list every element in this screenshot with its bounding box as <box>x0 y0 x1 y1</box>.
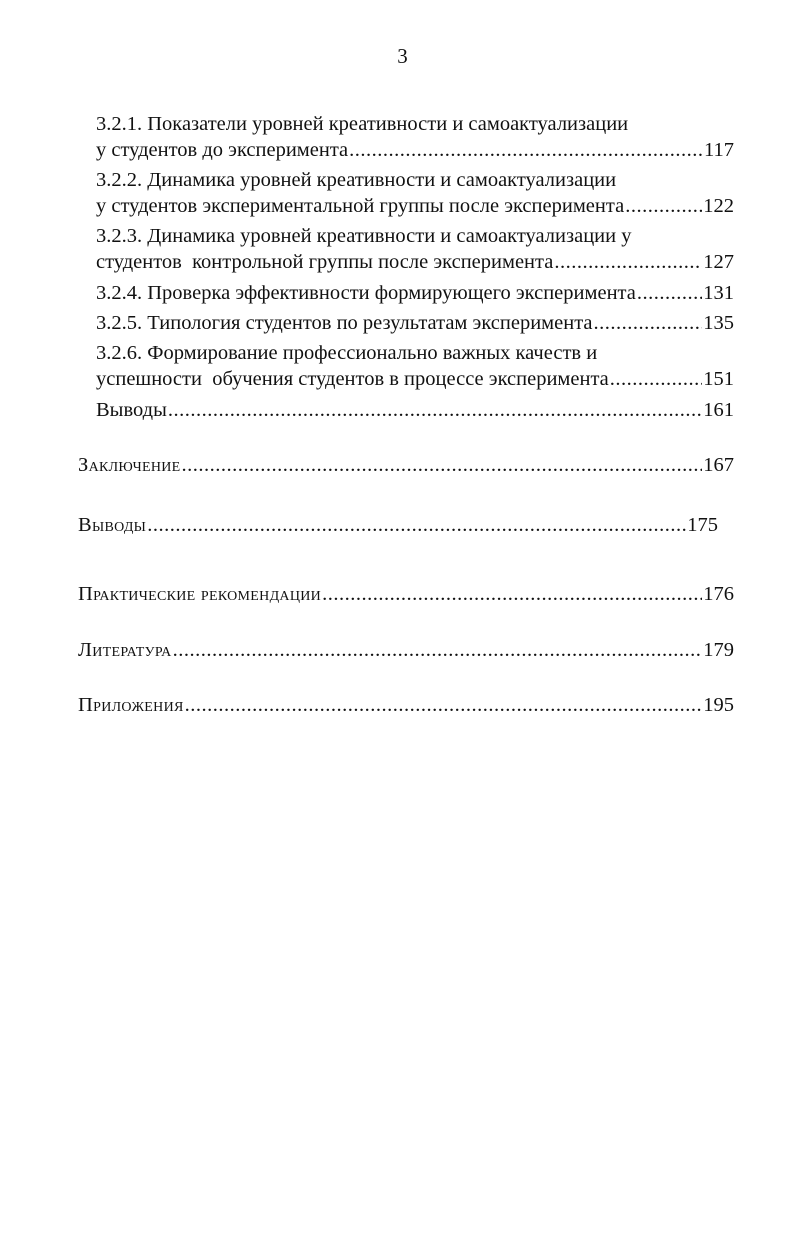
toc-entry-text: студентов контрольной группы после эксперимента <box>96 251 554 273</box>
toc-entry-section-conclusions[interactable] <box>96 397 734 423</box>
toc-chapter-findings[interactable] <box>78 512 718 538</box>
toc-chapter-recommendations[interactable] <box>78 581 734 607</box>
toc-entry-3-2-1-line1: 3.2.1. Показатели уровней креативности и самоактуализации <box>96 113 629 135</box>
toc-page-number: 167 <box>703 454 734 476</box>
toc-entry-text: 3.2.4. Проверка эффективности формирующего эксперимента <box>96 282 636 304</box>
toc-entry-3-2-6[interactable] <box>96 366 734 392</box>
dot-leader <box>173 637 703 663</box>
toc-page-number: 179 <box>703 639 734 661</box>
toc-entry-3-2-6-line1: 3.2.6. Формирование профессионально важных качеств и <box>96 342 598 364</box>
toc-page-number: 151 <box>703 368 734 390</box>
page-number: 3 <box>397 44 408 68</box>
dot-leader <box>182 452 703 478</box>
dot-leader <box>594 310 703 336</box>
dot-leader <box>168 397 702 423</box>
toc-page-number: 122 <box>703 195 734 217</box>
toc-chapter-title: Заключение <box>78 454 181 476</box>
toc-page-number: 176 <box>703 583 734 605</box>
toc-entry-3-2-4[interactable] <box>96 280 734 306</box>
dot-leader <box>554 249 702 275</box>
toc-entry-text: у студентов до эксперимента <box>96 139 349 161</box>
toc-entry-3-2-5[interactable] <box>96 310 734 336</box>
toc-entry-3-2-2[interactable] <box>96 193 734 219</box>
dot-leader <box>349 137 703 163</box>
toc-page-number: 131 <box>703 282 734 304</box>
toc-chapter-literature[interactable] <box>78 637 734 663</box>
toc-entry-text: 3.2.5. Типология студентов по результатам эксперимента <box>96 312 593 334</box>
toc-entry-3-2-3-line1: 3.2.3. Динамика уровней креативности и самоактуализации у <box>96 225 632 247</box>
toc-entry-3-2-2-line1: 3.2.2. Динамика уровней креативности и самоактуализации <box>96 169 617 191</box>
toc-chapter-title: Выводы <box>78 514 147 536</box>
toc-chapter-conclusion[interactable] <box>78 452 734 478</box>
toc-chapter-title: Практические рекомендации <box>78 583 322 605</box>
toc-chapter-title: Литература <box>78 639 172 661</box>
dot-leader <box>147 512 686 538</box>
toc-page-number: 135 <box>703 312 734 334</box>
toc-entry-3-2-1[interactable] <box>96 137 734 163</box>
dot-leader <box>637 280 702 306</box>
toc-chapter-appendices[interactable] <box>78 692 734 718</box>
toc-page-number: 175 <box>687 514 718 536</box>
toc-entry-3-2-3[interactable] <box>96 249 734 275</box>
dot-leader <box>322 581 702 607</box>
toc-page-number: 127 <box>703 251 734 273</box>
dot-leader <box>185 692 703 718</box>
toc-chapter-title: Приложения <box>78 694 184 716</box>
dot-leader <box>610 366 702 392</box>
toc-page-number: 117 <box>704 139 734 161</box>
toc-entry-text: у студентов экспериментальной группы после эксперимента <box>96 195 625 217</box>
toc-entry-text: Выводы <box>96 399 167 421</box>
toc-page-number: 161 <box>703 399 734 421</box>
toc-entry-text: успешности обучения студентов в процессе эксперимента <box>96 368 609 390</box>
toc-page-number: 195 <box>703 694 734 716</box>
dot-leader <box>625 193 702 219</box>
